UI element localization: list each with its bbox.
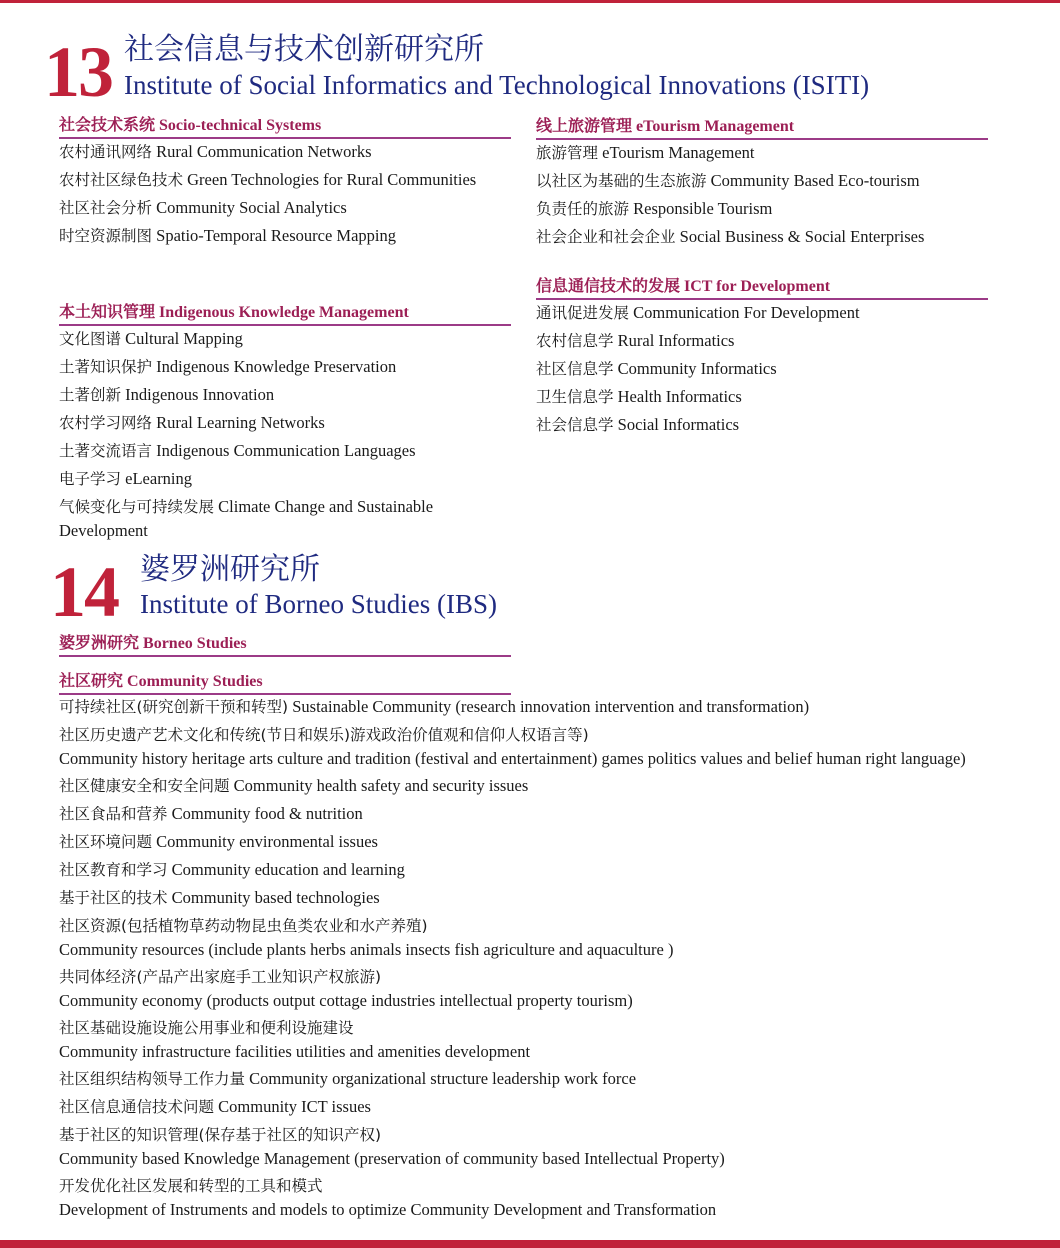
list-indigenous-knowledge xyxy=(59,327,489,546)
section-title-en: eTourism Management xyxy=(636,118,795,135)
section-etourism xyxy=(536,116,988,140)
section-title-en: Socio-technical Systems xyxy=(159,117,322,134)
institute-14-number: 14 xyxy=(50,552,118,632)
list-item: 农村信息学 Rural Informatics xyxy=(536,331,735,350)
section-title-en: Indigenous Knowledge Management xyxy=(159,304,409,321)
institute-13-number: 13 xyxy=(44,32,112,112)
list-item: 社区信息通信技术问题 Community ICT issues xyxy=(59,1097,371,1116)
list-item: 电子学习 eLearning xyxy=(59,469,193,488)
list-item: 可持续社区(研究创新干预和转型) Sustainable Community (research innovation intervention and transformation) xyxy=(59,697,810,716)
list-item: 社区基础设施设施公用事业和便利设施建设 Community infrastructure facilities utilities and amenities development xyxy=(59,1019,531,1061)
list-ict-development xyxy=(536,301,996,441)
list-item: 社区环境问题 Community environmental issues xyxy=(59,832,378,851)
list-item: 社区食品和营养 Community food & nutrition xyxy=(59,804,363,823)
list-item: 时空资源制图 Spatio-Temporal Resource Mapping xyxy=(59,226,397,245)
institute-14-title-zh: 婆罗洲研究所 xyxy=(140,552,320,587)
list-socio-technical xyxy=(59,140,479,252)
bottom-accent-bar xyxy=(0,1240,1060,1248)
list-item: 农村学习网络 Rural Learning Networks xyxy=(59,413,325,432)
list-item: 以社区为基础的生态旅游 Community Based Eco-tourism xyxy=(536,171,920,190)
list-community-studies xyxy=(59,695,1034,1225)
list-item: 社区教育和学习 Community education and learning xyxy=(59,860,405,879)
section-title-en: Community Studies xyxy=(127,673,263,690)
list-item: 基于社区的知识管理(保存基于社区的知识产权) Community based Knowledge Management (preservation of community based Intellectual Property) xyxy=(59,1126,725,1168)
section-ict-development xyxy=(536,276,988,300)
section-title-en: ICT for Development xyxy=(684,278,831,295)
list-item: 负责任的旅游 Responsible Tourism xyxy=(536,199,773,218)
list-item: 社区历史遗产艺术文化和传统(节日和娱乐)游戏政治价值观和信仰人权语言等) Community history heritage arts culture and tradition (festival and entertainment) games politics values and belief human right language) xyxy=(59,726,966,768)
list-item: 共同体经济(产品产出家庭手工业知识产权旅游) Community economy (products output cottage industries intellectual property tourism) xyxy=(59,968,633,1010)
top-accent-line xyxy=(0,0,1060,3)
section-socio-technical xyxy=(59,115,511,139)
institute-13-title-en: Institute of Social Informatics and Technological Innovations (ISITI) xyxy=(124,70,870,100)
list-item: 卫生信息学 Health Informatics xyxy=(536,387,742,406)
section-indigenous-knowledge xyxy=(59,302,511,326)
list-item: 通讯促进发展 Communication For Development xyxy=(536,303,860,322)
list-item: 社会信息学 Social Informatics xyxy=(536,415,740,434)
list-item: 农村通讯网络 Rural Communication Networks xyxy=(59,142,372,161)
list-etourism xyxy=(536,141,996,253)
section-title-en: Borneo Studies xyxy=(143,635,247,652)
section-title-zh: 社区研究 xyxy=(59,671,124,690)
section-borneo-studies xyxy=(59,633,511,657)
institute-14-title-en: Institute of Borneo Studies (IBS) xyxy=(140,589,497,619)
section-title-zh: 本土知识管理 xyxy=(59,302,156,321)
list-item: 社会企业和社会企业 Social Business & Social Enterprises xyxy=(536,227,925,246)
list-item: 土著知识保护 Indigenous Knowledge Preservation xyxy=(59,357,397,376)
list-item: 社区信息学 Community Informatics xyxy=(536,359,777,378)
section-title-zh: 信息通信技术的发展 xyxy=(536,276,681,295)
list-item: 社区组织结构领导工作力量 Community organizational structure leadership work force xyxy=(59,1069,637,1088)
list-item: 农村社区绿色技术 Green Technologies for Rural Communities xyxy=(59,170,477,189)
list-item: 开发优化社区发展和转型的工具和模式 Development of Instruments and models to optimize Community Development and Transformation xyxy=(59,1177,717,1219)
list-item: 土著创新 Indigenous Innovation xyxy=(59,385,275,404)
list-item: 文化图谱 Cultural Mapping xyxy=(59,329,243,348)
list-item: 社区社会分析 Community Social Analytics xyxy=(59,198,347,217)
section-title-zh: 婆罗洲研究 xyxy=(59,633,140,652)
list-item: 土著交流语言 Indigenous Communication Languages xyxy=(59,441,416,460)
list-item: 气候变化与可持续发展 Climate Change and Sustainable Development xyxy=(59,497,434,540)
list-item: 基于社区的技术 Community based technologies xyxy=(59,888,380,907)
list-item: 社区健康安全和安全问题 Community health safety and security issues xyxy=(59,776,529,795)
list-item: 旅游管理 eTourism Management xyxy=(536,143,755,162)
institute-13-title-zh: 社会信息与技术创新研究所 xyxy=(124,32,484,67)
section-title-zh: 线上旅游管理 xyxy=(536,116,633,135)
section-title-zh: 社会技术系统 xyxy=(59,115,156,134)
section-community-studies xyxy=(59,671,511,695)
list-item: 社区资源(包括植物草药动物昆虫鱼类农业和水产养殖) Community resources (include plants herbs animals insects fish agriculture and aquaculture ) xyxy=(59,917,674,959)
